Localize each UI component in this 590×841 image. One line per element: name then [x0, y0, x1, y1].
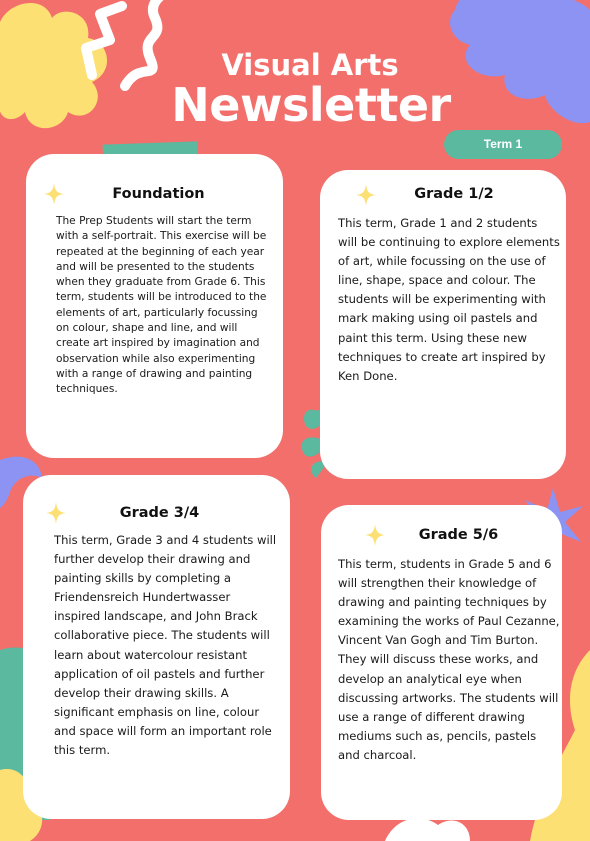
section-body: The Prep Students will start the term with a self-portrait. This exercise will be repeated at the beginning of each year and will be presented to the students when they graduate from Grade 6. This term, students will be introduced to the elements of art, particularly focussing on colour, shape and line, and will create art inspired by imagination and observation while also experimenting with a range of drawing and painting techniques.	[56, 215, 267, 396]
title-newsletter: Newsletter	[171, 78, 451, 132]
section-card-grade-1-2	[320, 170, 566, 479]
section-body: This term, Grade 3 and 4 students will further develop their drawing and painting skills by completing a Friendensreich Hundertwasser inspired landscape, and John Brack collaborative piece. The students will learn about watercolour resistant application of oil pastels and further develop their drawing skills. A significant emphasis on line, colour and space will form an important role this term.	[54, 533, 277, 758]
section-body: This term, students in Grade 5 and 6 will strengthen their knowledge of drawing and painting techniques by examining the works of Paul Cezanne, Vincent Van Gogh and Tim Burton. They will discuss these works, and develop an analytical eye when discussing artworks. The students will use a range of different drawing mediums such as, pencils, pastels and charcoal.	[338, 557, 560, 762]
section-card-grade-3-4	[23, 475, 290, 819]
section-title: Grade 1/2	[414, 186, 494, 202]
section-title: Grade 3/4	[119, 505, 200, 521]
section-body: This term, Grade 1 and 2 students will be continuing to explore elements of art, while focussing on the use of line, shape, space and colour. The students will be experimenting with mark making using oil pastels and paint this term. Using these new techniques to create art inspired by Ken Done.	[338, 216, 560, 383]
term-badge: Term 1	[483, 137, 523, 151]
section-card-foundation	[26, 154, 283, 458]
title-visual-arts: Visual Arts	[221, 48, 399, 82]
section-title: Foundation	[112, 186, 205, 202]
section-title: Grade 5/6	[418, 527, 499, 543]
section-card-grade-5-6	[321, 505, 562, 820]
